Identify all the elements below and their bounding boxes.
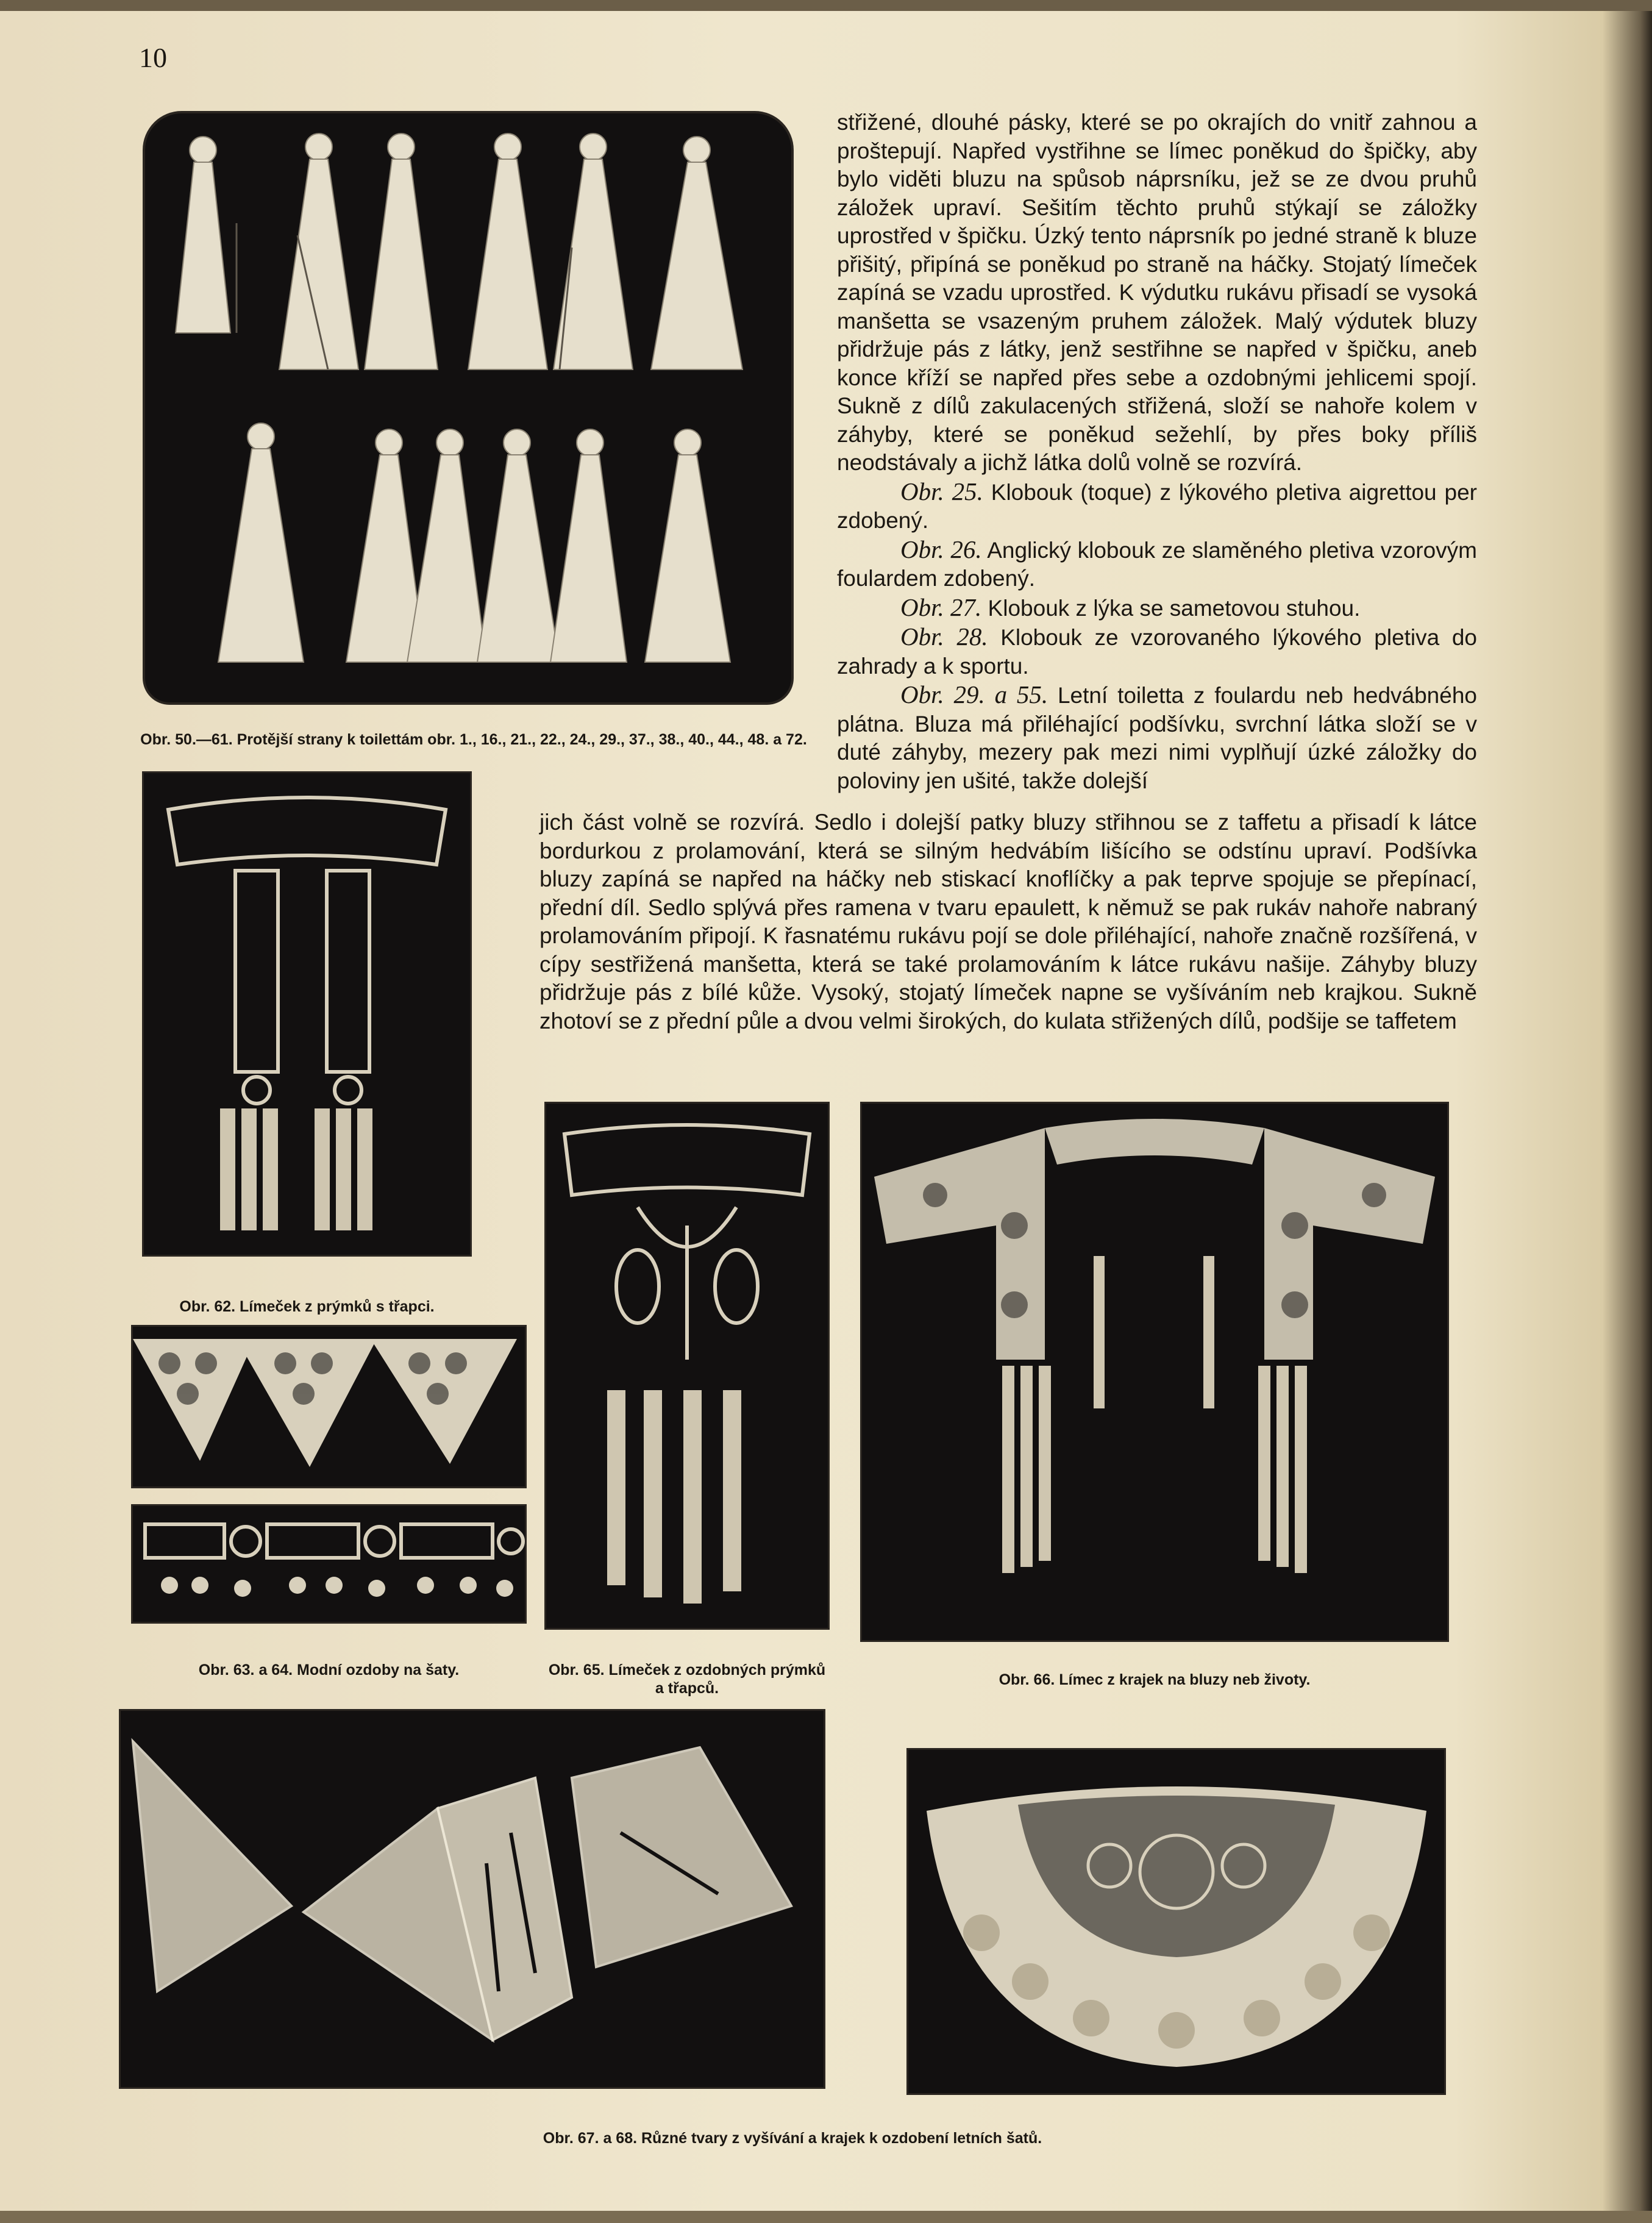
paragraph-obr-28 bbox=[837, 623, 1477, 680]
caption-obr-66: Obr. 66. Límec z krajek na bluzy neb životy. bbox=[999, 1671, 1311, 1688]
obr-25-label: Obr. 25. bbox=[900, 477, 983, 505]
paragraph-obr-29 bbox=[837, 680, 1477, 795]
text-wide-block: jich část volně se rozvírá. Sedlo i dolejší patky bluzy střihnou se z taffetu a přisadí k látce bordurkou z prolamování, která se silným hedvábím lišícího se odstínu upraví. Podšívka bluzy zapíná se napřed na háčky neb stiskací knoflíčky a pak teprve spojuje se přepínací, přední díl. Sedlo splývá přes ramena v tvaru epaulett, k němuž se pak rukáv nahoře nabraný prolamováním připojí. K řasnatému rukávu pojí se dole přiléhající, nahoře značně rozšířená, v cípy sestřižená manšetta, která se také prolamováním k látce rukávu našije. Záhyby bluzy přidržuje pás z bílé kůže. Vysoký, stojatý límeček napne se vyšíváním neb krajkou. Sukně zhotoví se z přední půle a dvou velmi širokých, do kulata střižených dílů, podšije se taffetem bbox=[539, 810, 1477, 1033]
photo-obr-62-collar-tassels bbox=[144, 773, 470, 1255]
obr-28-label: Obr. 28. bbox=[900, 623, 988, 651]
caption-obr-67-68: Obr. 67. a 68. Různé tvary z vyšívání a krajek k ozdobení letních šatů. bbox=[543, 2130, 1042, 2147]
fashion-plate-illustration bbox=[145, 113, 791, 702]
photo-obr-65-collar-tassels bbox=[546, 1104, 828, 1628]
paragraph-obr-27 bbox=[837, 593, 1477, 623]
photo-obr-68-lace-collar bbox=[908, 1750, 1444, 2093]
caption-obr-65: Obr. 65. Límeček z ozdobných prýmků a třapců. bbox=[548, 1661, 826, 1697]
paragraph-blouse-description: střižené, dlouhé pásky, které se po okrajích do vnitř zahnou a proštepují. Napřed vystřihne se límec poněkud do špičky, aby bylo viděti bluzu na spůsob náprsníku, jež se ze dvou pruhů záložek upraví. Sešitím těchto pruhů stýkají se záložky uprostřed v špičku. Úzký tento náprsník po jedné straně k bluze přišitý, připíná se poněkud po straně na háčky. Stojatý límeček zapíná se vzadu uprostřed. K výdutku rukávu přisadí se vysoká manšetta se vsazeným pruhem záložek. Malý výdutek bluzy přidržuje pás z látky, jenž sestřihne se napřed v špičku, aneb konce kříží se napřed přes sebe a ozdobnými jehlicemi spojí. Sukně z dílů zakulacených střižená, složí se nahoře kolem v záhyby, které se poněkud sežehlí, by přes boky příliš neodstávaly a jichž látka dolů volně se rozvírá. bbox=[837, 110, 1477, 475]
figure-row-top bbox=[176, 134, 742, 369]
obr-27-label: Obr. 27. bbox=[900, 593, 982, 621]
caption-obr-62: Obr. 62. Límeček z prýmků s třapci. bbox=[179, 1298, 435, 1315]
text-column-right bbox=[837, 109, 1477, 795]
obr-27-text: Klobouk z lýka se sametovou stuhou. bbox=[981, 595, 1361, 621]
page-number: 10 bbox=[139, 42, 167, 73]
scan-bottom-edge bbox=[0, 2211, 1652, 2223]
scan-top-edge bbox=[0, 0, 1652, 11]
photo-obr-64-trim-band bbox=[133, 1506, 525, 1622]
obr-29-text: Letní toiletta z foulardu neb hedvábného plátna. Bluza má přiléhající podšívku, svrchní látka složí se v duté záhyby, mezery pak mezi nimi vyplňují úzké záložky do poloviny jen ušité, takže dolejší bbox=[837, 683, 1477, 793]
obr-28-text: Klobouk ze vzorovaného lýkového pletiva do zahrady a k sportu. bbox=[837, 625, 1477, 679]
photo-obr-63-trim-triangles bbox=[133, 1327, 525, 1486]
caption-obr-50-61: Obr. 50.—61. Protější strany k toilettám obr. 1., 16., 21., 22., 24., 29., 37., 38., 40., 44., 48. a 72. bbox=[140, 731, 807, 748]
paragraph-obr-25 bbox=[837, 477, 1477, 535]
paragraph-obr-26 bbox=[837, 535, 1477, 593]
photo-obr-66-lace-collar bbox=[862, 1104, 1447, 1640]
figure-row-bottom bbox=[218, 423, 730, 662]
obr-29-label: Obr. 29. a 55. bbox=[900, 680, 1049, 708]
obr-25-text: Klobouk (toque) z lýkového pletiva aigrettou per zdobený. bbox=[837, 479, 1477, 533]
obr-26-text: Anglický klobouk ze slaměného pletiva vzorovým foulardem zdobený. bbox=[837, 537, 1477, 591]
caption-obr-63-64: Obr. 63. a 64. Modní ozdoby na šaty. bbox=[198, 1661, 460, 1679]
obr-26-label: Obr. 26. bbox=[900, 535, 982, 563]
photo-obr-67-embroidery bbox=[121, 1711, 824, 2087]
